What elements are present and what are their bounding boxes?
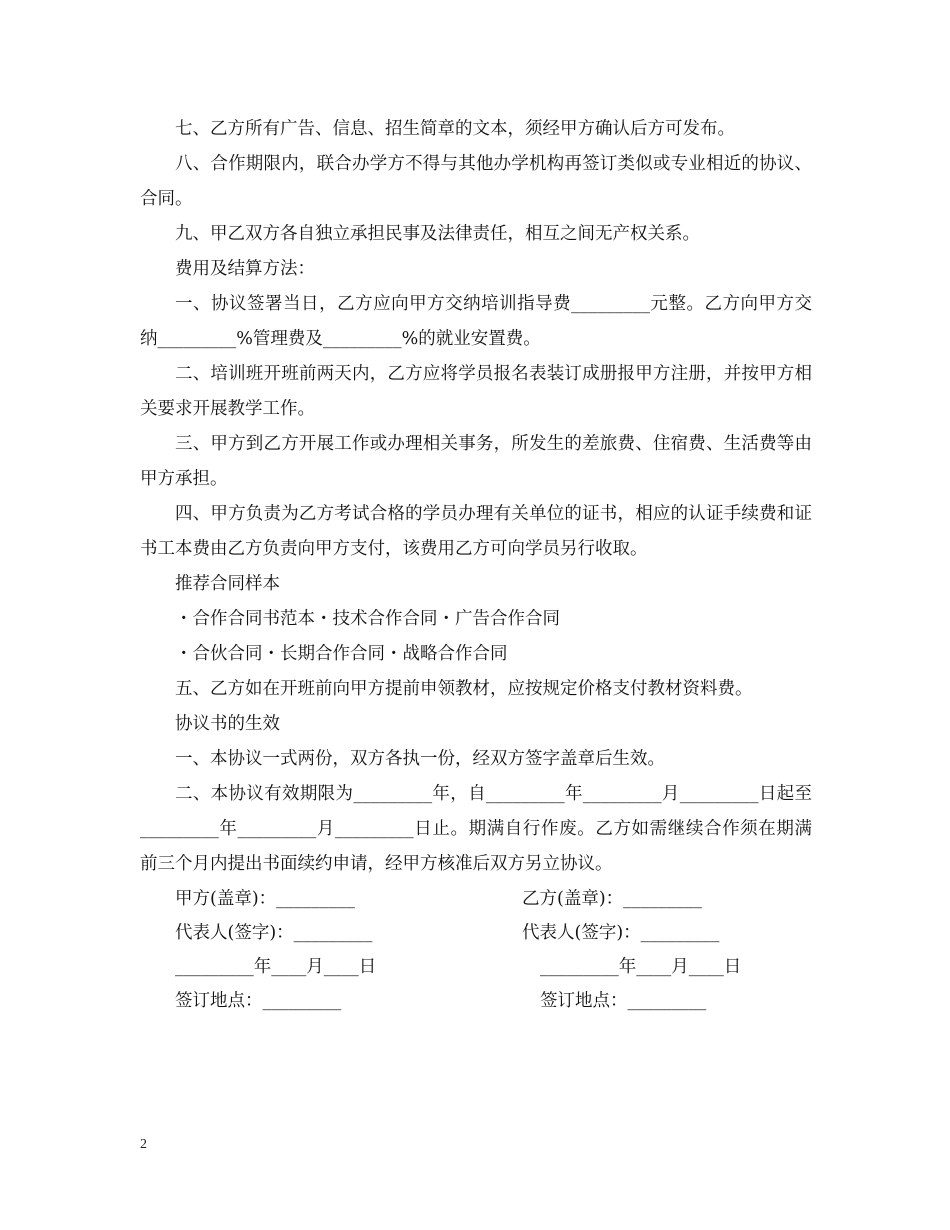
party-a-date: _________年____月____日 bbox=[175, 957, 377, 977]
signature-rep-row bbox=[140, 916, 812, 950]
party-a-seal: 甲方(盖章)：_________ bbox=[175, 889, 355, 909]
effect-clause-1: 一、本协议一式两份，双方各执一份，经双方签字盖章后生效。 bbox=[175, 749, 665, 769]
fee-clause-3: 三、甲方到乙方开展工作或办理相关事务，所发生的差旅费、住宿费、生活费等由甲方承担。 bbox=[140, 434, 812, 489]
party-a-place: 签订地点：_________ bbox=[175, 991, 342, 1011]
party-b-place: 签订地点：_________ bbox=[540, 991, 707, 1011]
recommended-templates-heading: 推荐合同样本 bbox=[175, 574, 280, 594]
page-number: 2 bbox=[140, 1137, 147, 1152]
clause-8: 八、合作期限内，联合办学方不得与其他办学机构再签订类似或专业相近的协议、合同。 bbox=[140, 154, 812, 209]
effect-clause-2: 二、本协议有效期限为_________年，自_________年_________月_________日起至_________年_________月_________日止。期满自行作废。乙方如需继续合作须在期满前三个月内提出书面续约申请，经甲方核准后双方另立协议。 bbox=[140, 784, 812, 874]
signature-seal-row bbox=[140, 882, 812, 916]
section-heading-fees: 费用及结算方法： bbox=[175, 259, 315, 279]
party-a-representative: 代表人(签字)：_________ bbox=[175, 923, 373, 943]
recommended-templates-line-1: ・合作合同书范本・技术合作合同・广告合作合同 bbox=[175, 609, 560, 629]
fee-clause-4: 四、甲方负责为乙方考试合格的学员办理有关单位的证书，相应的认证手续费和证书工本费由乙方负责向甲方支付，该费用乙方可向学员另行收取。 bbox=[140, 504, 812, 559]
clause-9: 九、甲乙双方各自独立承担民事及法律责任，相互之间无产权关系。 bbox=[175, 224, 700, 244]
section-heading-effect: 协议书的生效 bbox=[175, 714, 280, 734]
party-b-date: _________年____月____日 bbox=[540, 957, 742, 977]
clause-7: 七、乙方所有广告、信息、招生简章的文本，须经甲方确认后方可发布。 bbox=[175, 119, 735, 139]
fee-clause-1: 一、协议签署当日，乙方应向甲方交纳培训指导费_________元整。乙方向甲方交纳_________%管理费及_________%的就业安置费。 bbox=[140, 294, 812, 349]
signature-date-row bbox=[140, 950, 812, 984]
document-body bbox=[140, 112, 812, 1018]
signature-place-row bbox=[140, 984, 812, 1018]
fee-clause-2: 二、培训班开班前两天内，乙方应将学员报名表装订成册报甲方注册，并按甲方相关要求开展教学工作。 bbox=[140, 364, 812, 419]
party-b-seal: 乙方(盖章)：_________ bbox=[522, 889, 702, 909]
recommended-templates-line-2: ・合伙合同・长期合作合同・战略合作合同 bbox=[175, 644, 508, 664]
fee-clause-5: 五、乙方如在开班前向甲方提前申领教材，应按规定价格支付教材资料费。 bbox=[175, 679, 753, 699]
party-b-representative: 代表人(签字)：_________ bbox=[522, 923, 720, 943]
